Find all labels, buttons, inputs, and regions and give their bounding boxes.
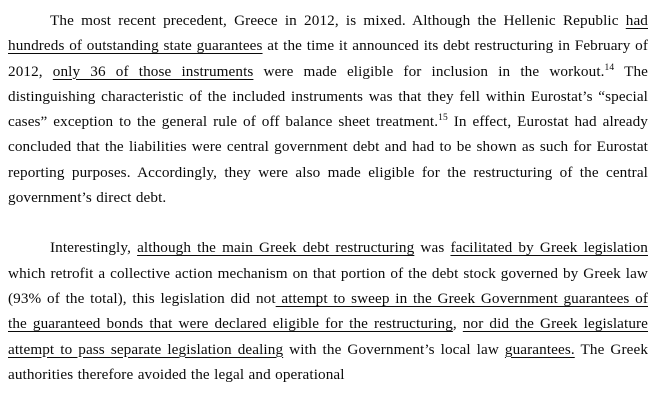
text-run: at the time it announced its debt restructuring in February of 2012,: [8, 37, 648, 80]
paragraph-greece-precedent: [8, 8, 648, 210]
footnote-marker-14: 14: [604, 62, 615, 73]
text-run: The Greek authorities therefore avoided the legal and operational: [8, 340, 649, 383]
paragraph-greek-restructuring: [8, 235, 648, 387]
text-run: which retrofit a collective action mechanism on that portion of the debt stock governed by Greek law (93% of the total), this legislation did: [8, 264, 648, 307]
text-run: The most recent precedent, Greece in 2012, is mixed. Although the Hellenic Republic: [50, 12, 626, 29]
text-run: In effect, Eurostat had already concluded that the liabilities were central government debt and had to be shown as such for Eurostat reporting purposes. Accordingly, they were also made eligible for the restructuring of the central government’s direct debt.: [8, 113, 648, 207]
text-run: were made eligible for inclusion in the workout.: [253, 62, 605, 80]
footnote-marker-15: 15: [438, 113, 448, 124]
underlined-text-run: attempt to sweep in the Greek Government guarantees of the guaranteed bonds that were declared eligible for the restructuring: [8, 289, 648, 333]
text-run-not: not: [255, 289, 276, 307]
text-run: ,: [452, 315, 463, 333]
underlined-text-run: had hundreds of outstanding state guarantees: [8, 12, 648, 55]
underlined-text-run: only 36 of those instruments: [52, 62, 254, 80]
underlined-text-run: facilitated by Greek legislation: [450, 239, 648, 257]
underlined-text-run: guarantees.: [504, 340, 575, 358]
underlined-text-run: nor did the Greek legislature attempt to pass separate legislation dealing: [8, 315, 649, 358]
underlined-text-run: although the main Greek debt restructuring: [137, 239, 415, 257]
text-run: with the Government’s local law: [283, 340, 505, 358]
text-run: Interestingly,: [50, 239, 138, 257]
text-run: The distinguishing characteristic of the included instruments was that they fell within Eurostat’s “special cases” exception to the general rule of off balance sheet treatment.: [8, 62, 648, 131]
text-run: was: [414, 239, 451, 257]
